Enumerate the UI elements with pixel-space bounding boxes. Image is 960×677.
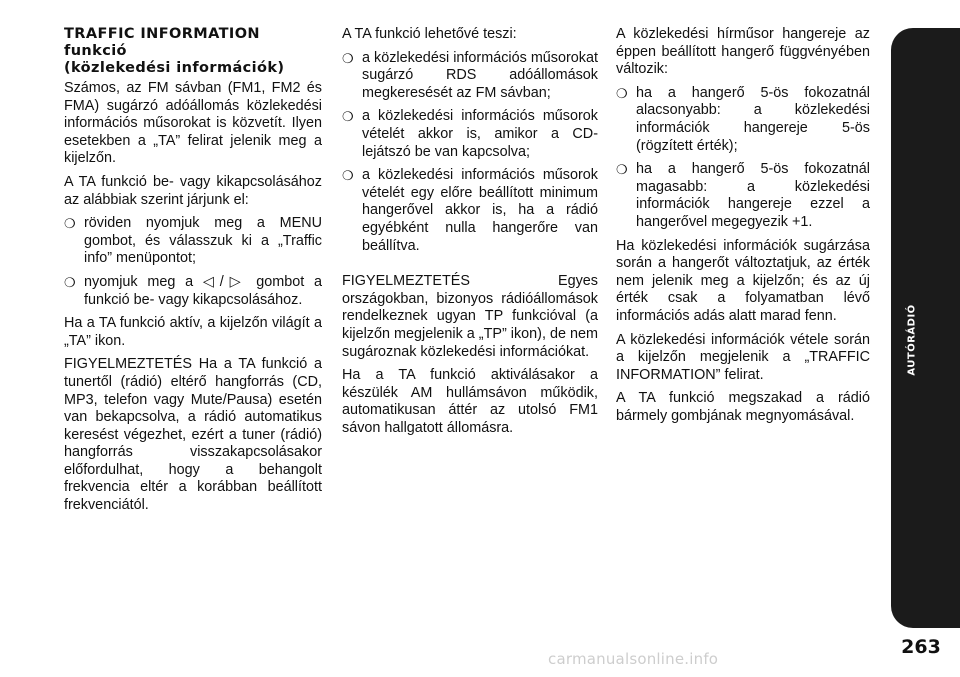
list-item xyxy=(342,50,598,103)
hollow-circle-bullet-icon: ❍ xyxy=(342,50,354,66)
hollow-circle-bullet-icon: ❍ xyxy=(64,274,76,290)
hollow-circle-bullet-icon: ❍ xyxy=(342,109,354,125)
list-item-text: röviden nyomjuk meg a MENU gombot, és válasszuk ki a „Traffic info” menüpontot; xyxy=(84,215,322,267)
spacer xyxy=(342,261,598,273)
watermark: carmanualsonline.info xyxy=(548,650,719,668)
list-item xyxy=(342,108,598,161)
paragraph: Ha a TA funkció aktiválásakor a készülék AM hullámsávon működik, automatikusan áttér az utolsó FM1 sávon hallgatott állomásra. xyxy=(342,367,598,436)
side-tab-label: AUTÓRÁDIÓ xyxy=(906,304,918,376)
paragraph: Számos, az FM sávban (FM1, FM2 és FMA) sugárzó adóállomás közlekedési információs műsorokat is közvetít. Ilyen esetekben a „TA” felirat jelenik meg a kijelzőn. xyxy=(64,80,322,167)
list-item-text: ha a hangerő 5-ös fokozatnál magasabb: a közlekedési információk hangereje ezzel a hangerővel megegyezik +1. xyxy=(636,161,870,230)
hollow-circle-bullet-icon: ❍ xyxy=(616,85,628,101)
section-heading xyxy=(64,26,322,77)
list-item xyxy=(616,85,870,155)
list-item xyxy=(342,167,598,255)
paragraph: A TA funkció megszakad a rádió bármely gombjának megnyomásával. xyxy=(616,390,870,424)
list-item-text: a közlekedési információs műsorokat sugárzó RDS adóállomások megkeresését az FM sávban; xyxy=(362,49,598,101)
paragraph: Ha a TA funkció aktív, a kijelzőn világít a „TA” ikon. xyxy=(64,315,322,349)
list-item xyxy=(64,274,322,309)
list-item-text: a közlekedési információs műsorok vételét akkor is, amikor a CD-lejátszó be van kapcsolva; xyxy=(362,108,598,160)
paragraph: A TA funkció be- vagy kikapcsolásához az alábbiak szerint járjunk el: xyxy=(64,173,322,208)
heading-line-1: TRAFFIC INFORMATION xyxy=(64,26,260,42)
page-number: 263 xyxy=(901,636,941,658)
column-3 xyxy=(616,26,870,431)
list-item xyxy=(64,215,322,268)
paragraph: A közlekedési információk vétele során a kijelzőn megjelenik a „TRAFFIC INFORMATION” felirat. xyxy=(616,331,870,383)
list-item-text: nyomjuk meg a ◁/▷ gombot a funkció be- vagy kikapcsolásához. xyxy=(84,273,322,308)
paragraph: Ha közlekedési információk sugárzása során a hangerőt változtatjuk, az érték nem jelenik meg a kijelzőn; és az új érték csak a folyamatban lévő információs adás alatt marad fenn. xyxy=(616,237,870,324)
heading-line-2: funkció xyxy=(64,43,127,59)
paragraph: A közlekedési hírműsor hangereje az éppen beállított hangerő függvényében változik: xyxy=(616,26,870,78)
paragraph: FIGYELMEZTETÉS Egyes országokban, bizonyos rádióállomások rendelkeznek ugyan TP funkcióval (a kijelzőn megjelenik a „TP” ikon), de nem sugároznak közlekedési információkat. xyxy=(342,273,598,360)
hollow-circle-bullet-icon: ❍ xyxy=(64,216,76,232)
column-1 xyxy=(64,26,322,521)
paragraph: A TA funkció lehetővé teszi: xyxy=(342,26,517,42)
heading-line-3: (közlekedési információk) xyxy=(64,60,285,76)
list-item xyxy=(616,161,870,231)
list-item-text: ha a hangerő 5-ös fokozatnál alacsonyabb: a közlekedési információk hangereje 5-ös (rögzített érték); xyxy=(636,84,870,154)
column-2 xyxy=(342,26,598,443)
list-item-text: a közlekedési információs műsorok vételét egy előre beállított minimum hangerővel akkor is, ha a rádió egyébként nulla hangerőre van beállítva. xyxy=(362,167,598,254)
hollow-circle-bullet-icon: ❍ xyxy=(616,162,628,178)
paragraph: FIGYELMEZTETÉS Ha a TA funkció a tunertől (rádió) eltérő hangforrás (CD, MP3, telefon vagy Mute/Pausa) esetén van bekapcsolva, a rádió automatikus keresést végezhet, ezért a tuner (rádió) hangforrás visszakapcsolásakor előfordulhat, hogy a behangolt frekvencia eltér a korábban beállított frekvenciától. xyxy=(64,356,322,514)
section-side-tab xyxy=(891,28,960,628)
hollow-circle-bullet-icon: ❍ xyxy=(342,168,354,184)
